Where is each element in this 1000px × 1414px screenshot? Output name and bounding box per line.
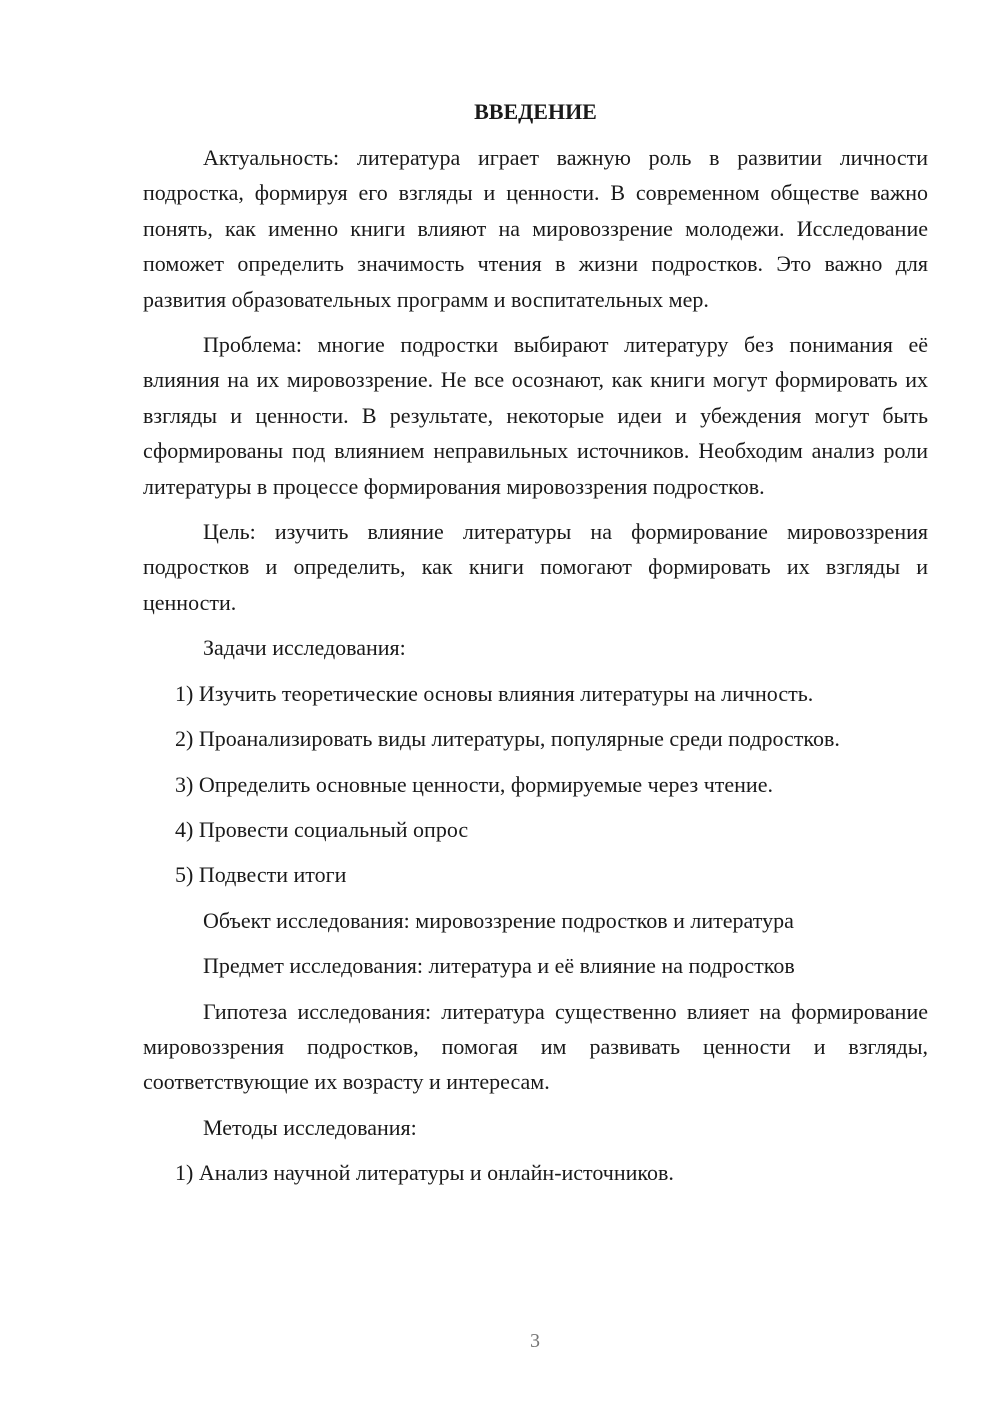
- method-item-1: 1) Анализ научной литературы и онлайн-источников.: [175, 1160, 674, 1186]
- hypothesis-paragraph: Гипотеза исследования: литература существенно влияет на формирование мировоззрения подростков, помогая им развивать ценности и взгляды, соответствующие их возрасту и интересам.: [143, 998, 928, 1095]
- tasks-heading: Задачи исследования:: [203, 635, 406, 661]
- section-title: ВВЕДЕНИЕ: [474, 99, 597, 124]
- task-item-3: 3) Определить основные ценности, формируемые через чтение.: [175, 771, 773, 797]
- task-item-2: 2) Проанализировать виды литературы, популярные среди подростков.: [175, 726, 840, 752]
- methods-heading: Методы исследования:: [203, 1114, 417, 1140]
- goal-paragraph: Цель: изучить влияние литературы на формирование мировоззрения подростков и определить, как книги помогают формировать их взгляды и ценности.: [143, 519, 928, 615]
- page-number: 3: [530, 1330, 540, 1352]
- problem-paragraph: Проблема: многие подростки выбирают литературу без понимания её влияния на их мировоззрение. Не все осознают, как книги могут формировать их взгляды и ценности. В результате, некоторые идеи и убеждения могут быть сформированы под влиянием неправильных источников. Необходим анализ роли литературы в процессе формирования мировоззрения подростков.: [143, 332, 928, 499]
- page-content: [143, 94, 928, 1201]
- task-item-1: 1) Изучить теоретические основы влияния литературы на личность.: [175, 680, 814, 706]
- object-paragraph: Объект исследования: мировоззрение подростков и литература: [203, 907, 794, 933]
- task-item-4: 4) Провести социальный опрос: [175, 816, 469, 842]
- relevance-paragraph: Актуальность: литература играет важную роль в развитии личности подростка, формируя его взгляды и ценности. В современном обществе важно понять, как именно книги влияют на мировоззрение молодежи. Исследование поможет определить значимость чтения в жизни подростков. Это важно для развития образовательных программ и воспитательных мер.: [143, 145, 928, 312]
- task-item-5: 5) Подвести итоги: [175, 862, 347, 888]
- subject-paragraph: Предмет исследования: литература и её влияние на подростков: [203, 953, 795, 979]
